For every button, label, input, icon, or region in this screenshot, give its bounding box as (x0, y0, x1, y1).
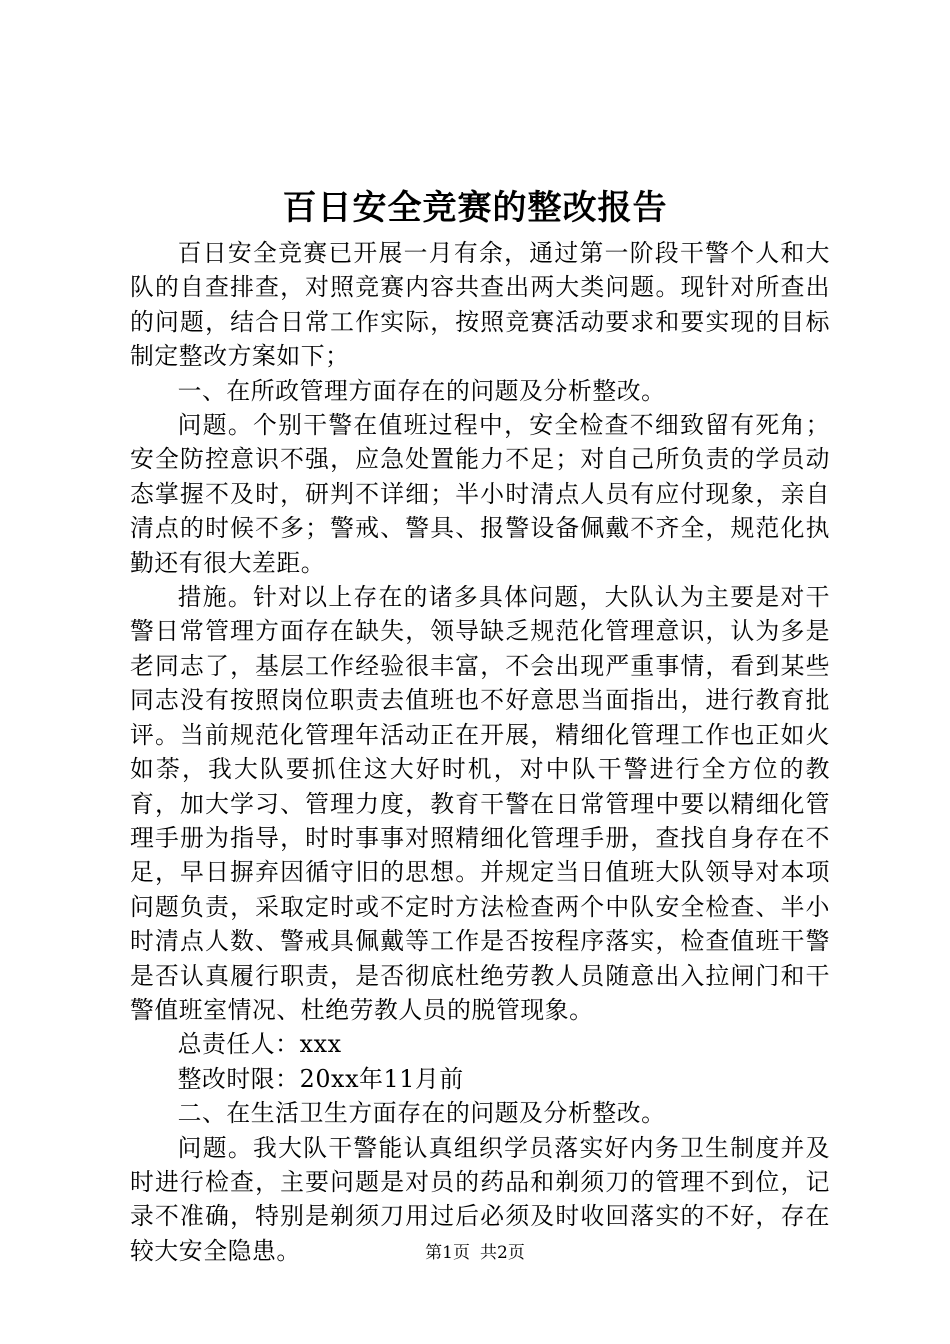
document-body (130, 236, 830, 1268)
paragraph-problem-1: 问题。个别干警在值班过程中，安全检查不细致留有死角；安全防控意识不强，应急处置能力不足；对自己所负责的学员动态掌握不及时，研判不详细；半小时清点人员有应付现象，亲自清点的时候不多；警戒、警具、报警设备佩戴不齐全，规范化执勤还有很大差距。 (130, 411, 830, 577)
page-footer (0, 1242, 950, 1264)
paragraph-intro: 百日安全竞赛已开展一月有余，通过第一阶段干警个人和大队的自查排查，对照竞赛内容共查出两大类问题。现针对所查出的问题，结合日常工作实际，按照竞赛活动要求和要实现的目标制定整改方案如下； (130, 239, 830, 371)
paragraph-responsible-person: 总责任人：xxx (177, 1030, 342, 1059)
page-total: 共2页 (480, 1243, 525, 1263)
page-number: 第1页 (425, 1243, 470, 1263)
paragraph-measures-1: 措施。针对以上存在的诸多具体问题，大队认为主要是对干警日常管理方面存在缺失，领导缺乏规范化管理意识，认为多是老同志了，基层工作经验很丰富，不会出现严重事情，看到某些同志没有按照岗位职责去值班也不好意思当面指出，进行教育批评。当前规范化管理年活动正在开展，精细化管理工作也正如火如荼，我大队要抓住这大好时机，对中队干警进行全方位的教育，加大学习、管理力度，教育干警在日常管理中要以精细化管理手册为指导，时时事事对照精细化管理手册，查找自身存在不足，早日摒弃因循守旧的思想。并规定当日值班大队领导对本项问题负责，采取定时或不定时方法检查两个中队安全检查、半小时清点人数、警戒具佩戴等工作是否按程序落实，检查值班干警是否认真履行职责，是否彻底杜绝劳教人员随意出入拉闸门和干警值班室情况、杜绝劳教人员的脱管现象。 (130, 583, 830, 1024)
document-title: 百日安全竞赛的整改报告 (282, 188, 668, 228)
section-heading-2: 二、在生活卫生方面存在的问题及分析整改。 (177, 1099, 666, 1128)
paragraph-problem-2: 问题。我大队干警能认真组织学员落实好内务卫生制度并及时进行检查，主要问题是对员的药品和剃须刀的管理不到位，记录不准确，特别是剃须刀用过后必须及时收回落实的不好，存在较大安全隐患。 (130, 1133, 830, 1265)
section-heading-1: 一、在所政管理方面存在的问题及分析整改。 (177, 376, 666, 405)
paragraph-deadline: 整改时限：20xx年11月前 (177, 1064, 464, 1093)
